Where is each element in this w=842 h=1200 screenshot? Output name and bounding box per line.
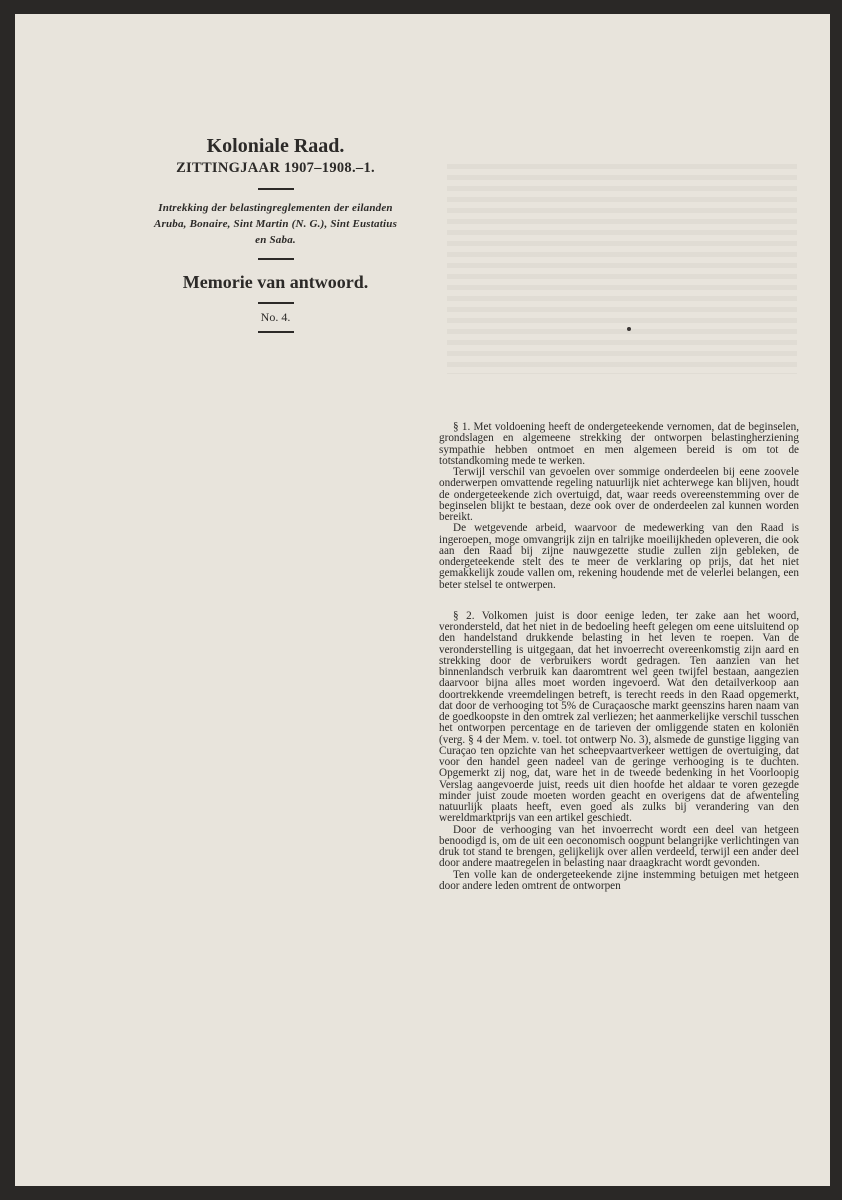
- document-number: No. 4.: [260, 310, 291, 324]
- divider: [258, 188, 294, 190]
- bleed-through-text: [447, 164, 797, 374]
- divider: [258, 331, 294, 333]
- divider: [258, 258, 294, 260]
- paragraph: § 1. Met voldoening heeft de ondergeteekende vernomen, dat de beginselen, grondslagen en algemeene strekking der ontworpen belastingherziening sympathie hebben ontmoet en men algemeen bereid is om tot de totstandkoming mede te werken.: [439, 421, 799, 467]
- paragraph: Door de verhooging van het invoerrecht wordt een deel van hetgeen benoodigd is, om de uit een oeconomisch oogpunt belangrijke verlichtingen van druk tot stand te brengen, gelijkelijk over allen verdeeld, terwijl een ander deel door andere maatregelen in belasting naar draagkracht wordt gevonden.: [439, 823, 799, 870]
- divider: [258, 302, 294, 304]
- ink-dot: [627, 327, 631, 331]
- paragraph: § 2. Volkomen juist is door eenige leden, ter zake aan het woord, verondersteld, dat het niet in de bedoeling heeft gelegen om eene uitsluitend op den handelstand drukkende belasting in het leven te roepen. Van de veronderstelling is uitgegaan, dat het invoerrecht overeenkomstig zijn aard en strekking door de verbruikers wordt gedragen. Ten aanzien van het binnenlandsch verbruik kan daaromtrent wel geen twijfel bestaan, aangezien daarvoor bijna alles moet worden ingevoerd. Wat den detailverkoop aan doortrekkende vreemdelingen betreft, is terecht reeds in den Raad opgemerkt, dat door de verhooging tot 5% de Curaçaosche markt geenszins haren naam van de goedkoopste in den omtrek zal verliezen; het aanmerkelijke verschil tusschen het ontworpen percentage en de tarieven der omliggende staten en koloniën (verg. § 4 der Mem. v. toel. tot ontwerp No. 3), alsmede de gunstige ligging van Curaçao ten opzichte van het scheepvaartverkeer wettigen de overtuiging, dat voor den handel geen nadeel van de geringe verhooging is te duchten. Opgemerkt zij nog, dat, ware het in de tweede bedenking in het Voorloopig Verslag aangevoerde juist, reeds uit dien hoofde het aldaar te voren gezegde minder juist zoude moeten worden geacht en overigens dat de afwenteling natuurlijk plaats heeft, even goed als zulks bij verandering van den wereldmarktprijs van een artikel geschiedt.: [439, 609, 799, 825]
- paragraph: Terwijl verschil van gevoelen over sommige onderdeelen bij eene zoovele onderwerpen omvattende regeling natuurlijk niet achterwege kan blijven, houdt de ondergeteekende zich overtuigd, dat, waar reeds overeenstemming over de beginselen blijkt te bestaan, deze ook over de onderdeelen zal kunnen worden bereikt.: [439, 466, 799, 523]
- paragraph: Ten volle kan de ondergeteekende zijne instemming betuigen met hetgeen door andere leden omtrent de ontworpen: [439, 868, 799, 892]
- paragraph: De wetgevende arbeid, waarvoor de medewerking van den Raad is ingeroepen, moge omvangrijk zijn en talrijke moeilijkheden opleveren, die ook aan den Raad bij zijne nauwgezette studie zullen zijn gebleken, de ondergeteekende stelt des te meer de verklaring op prijs, dat het niet gemakkelijk zoude vallen om, rekening houdende met de velerlei belangen, een beter stelsel te ontwerpen.: [439, 522, 799, 591]
- body-text: [439, 422, 799, 892]
- session-year: ZITTINGJAAR 1907–1908.–1.: [176, 160, 375, 176]
- council-title: Koloniale Raad.: [206, 135, 345, 157]
- document-title: Memorie van antwoord.: [182, 272, 369, 292]
- document-page: [15, 14, 830, 1186]
- subject-line: Intrekking der belastingreglementen der eilanden Aruba, Bonaire, Sint Martin (N. G.), Sint Eustatius en Saba.: [153, 202, 398, 246]
- document-header: [153, 134, 398, 333]
